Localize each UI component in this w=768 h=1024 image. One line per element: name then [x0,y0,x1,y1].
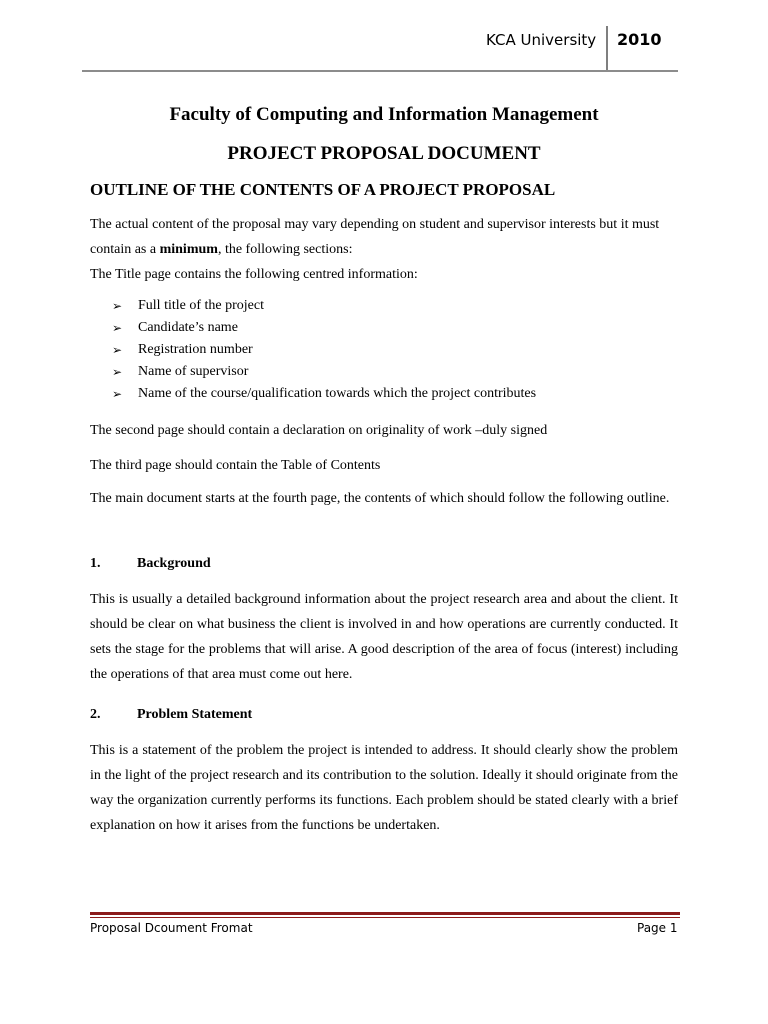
section-number: 1. [90,556,101,571]
list-item [112,361,536,383]
list-item [112,317,536,339]
intro-paragraph [90,212,678,287]
section-number: 2. [90,707,101,722]
section-heading-background [90,556,211,572]
header-rule [82,70,678,72]
arrow-bullet-icon: ➢ [112,365,123,379]
list-item-text: Name of supervisor [138,364,249,379]
intro-bold-word: minimum [159,242,218,257]
document-title: PROJECT PROPOSAL DOCUMENT [227,143,541,164]
section-body-background: This is usually a detailed background information about the project research area and about the client. It should be clear on what business the client is involved in and how operations are currently conducted. It sets the stage for the problems that will arise. A good description of the area of focus (interest) including the operations of that area must come out here. [90,592,678,682]
arrow-bullet-icon: ➢ [112,343,123,357]
intro-text-after: , the following sections: [217,242,353,257]
list-item [112,295,536,317]
list-item-text: Candidate’s name [138,320,238,335]
outline-heading: OUTLINE OF THE CONTENTS OF A PROJECT PROPOSAL [90,180,556,199]
footer-rule-thin [90,917,680,918]
intro-text-before: The actual content of the proposal may vary depending on student and supervisor interests but it must contain as a [90,217,660,257]
arrow-bullet-icon: ➢ [112,299,123,313]
faculty-title: Faculty of Computing and Information Management [169,104,599,125]
footer-rule-thick [90,912,680,915]
list-item [112,383,536,405]
list-item-text: Name of the course/qualification towards which the project contributes [138,386,537,401]
arrow-bullet-icon: ➢ [112,387,123,401]
header-institution: KCA University [486,31,597,49]
list-item [112,339,536,361]
section-body-problem-statement: This is a statement of the problem the project is intended to address. It should clearly show the problem in the light of the project research and its contribution to the solution. Ideally it should originate from the way the organization currently performs its functions. Each problem should be stated clearly with a brief explanation on how it arises from the functions be undertaken. [90,743,678,833]
header-year: 2010 [617,30,662,49]
main-document-paragraph: The main document starts at the fourth page, the contents of which should follow the following outline. [90,491,670,506]
section-title: Problem Statement [137,707,253,722]
title-page-list [112,295,536,405]
footer-document-name: Proposal Dcoument Fromat [90,921,253,935]
title-page-line: The Title page contains the following centred information: [90,267,418,282]
list-item-text: Full title of the project [138,298,264,313]
arrow-bullet-icon: ➢ [112,321,123,335]
third-page-paragraph: The third page should contain the Table of Contents [90,458,381,473]
list-item-text: Registration number [138,342,253,357]
footer-page-number: Page 1 [637,921,678,935]
second-page-paragraph: The second page should contain a declaration on originality of work –duly signed [90,423,548,438]
section-title: Background [137,556,211,571]
header-separator [606,26,608,72]
section-heading-problem-statement [90,707,252,723]
